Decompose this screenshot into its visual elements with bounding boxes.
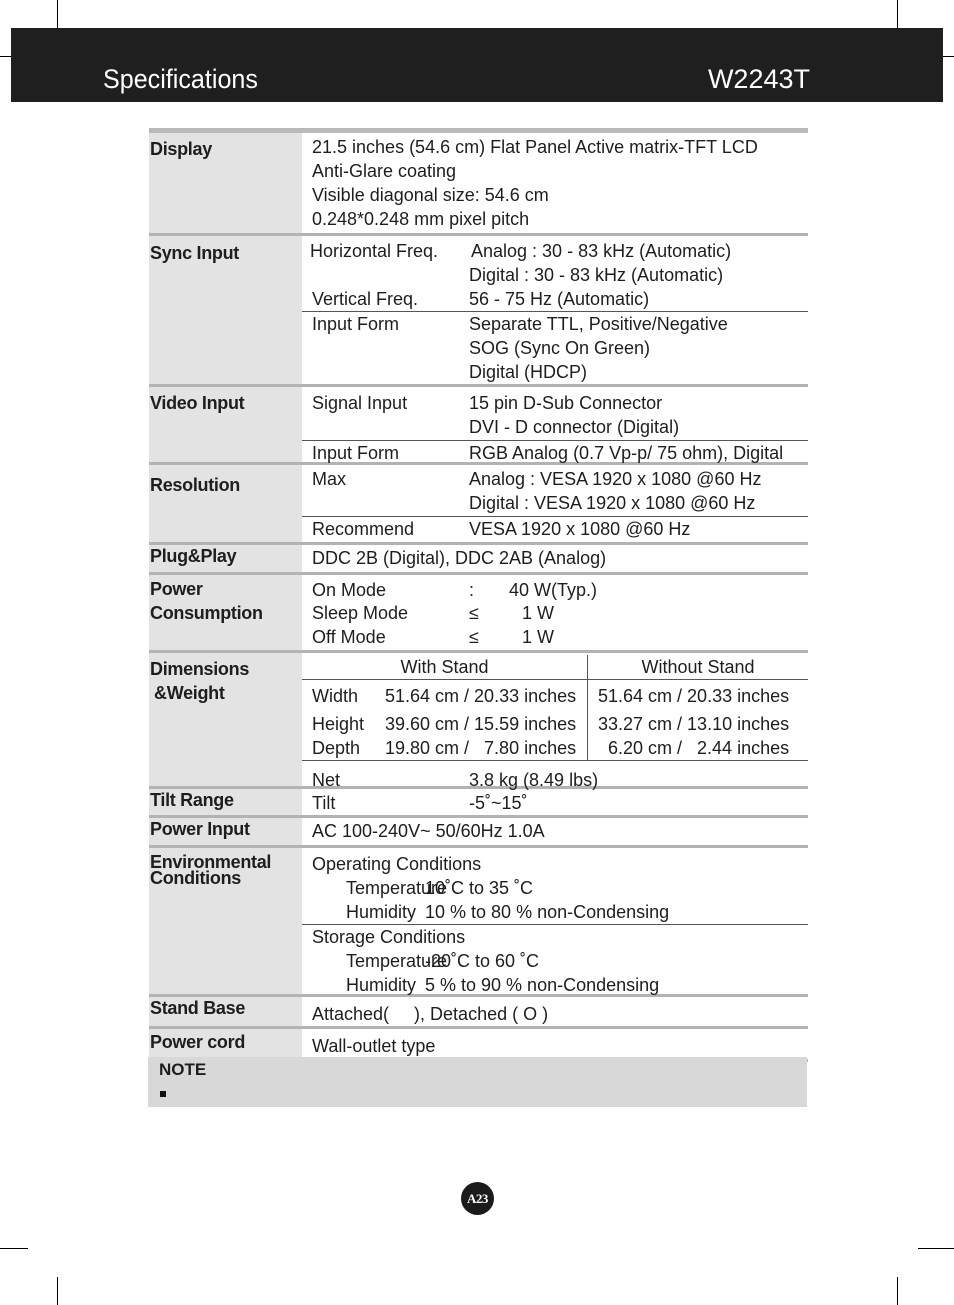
power-label-line: Consumption <box>150 603 263 623</box>
net-weight-value: 3.8 kg (8.49 lbs) <box>469 770 599 790</box>
operating-humidity-value: 10 % to 80 % non-Condensing <box>425 902 670 922</box>
display-values <box>302 133 808 233</box>
storage-humidity-value: 5 % to 90 % non-Condensing <box>425 975 660 995</box>
environmental-label <box>149 848 302 994</box>
sync-input-form-value: Digital (HDCP) <box>469 362 588 382</box>
operating-humidity-label: Humidity <box>346 902 417 922</box>
sync-label: Sync Input <box>149 236 302 384</box>
power-mode-operator: ≤ <box>469 603 479 623</box>
horizontal-freq-label: Horizontal Freq. <box>310 241 439 261</box>
power-mode-name: Sleep Mode <box>312 603 409 623</box>
sync-input-form-value: Separate TTL, Positive/Negative <box>469 314 728 334</box>
tilt-value: -5˚~15˚ <box>469 793 528 813</box>
section-power-consumption <box>149 575 808 653</box>
power-mode-name: Off Mode <box>312 627 386 647</box>
power-mode-value: 40 W(Typ.) <box>509 580 598 600</box>
plug-and-play-value: DDC 2B (Digital), DDC 2AB (Analog) <box>312 548 607 568</box>
display-line: 21.5 inches (54.6 cm) Flat Panel Active matrix-TFT LCD <box>312 137 758 157</box>
display-label: Display <box>149 133 302 233</box>
signal-input-value: 15 pin D-Sub Connector <box>469 393 663 413</box>
display-line: Visible diagonal size: 54.6 cm <box>312 185 549 205</box>
dimensions-label-line: Dimensions <box>150 659 250 679</box>
signal-input-value: DVI - D connector (Digital) <box>469 417 680 437</box>
stand-base-label: Stand Base <box>149 997 302 1026</box>
crop-mark <box>57 1277 58 1305</box>
dimension-without-stand: 51.64 cm / 20.33 inches <box>598 686 790 706</box>
power-cord-label: Power cord <box>149 1029 302 1059</box>
storage-humidity-label: Humidity <box>346 975 417 995</box>
storage-temperature-label: Temperature <box>346 951 448 971</box>
storage-conditions-title: Storage Conditions <box>312 927 466 947</box>
dimension-name: Height <box>312 714 365 734</box>
power-input-label: Power Input <box>149 818 302 845</box>
environmental-label-line: Environmental <box>150 852 272 872</box>
section-environmental-conditions <box>149 848 808 997</box>
section-dimensions-weight <box>149 653 808 789</box>
crop-mark <box>897 1277 898 1305</box>
dimension-without-stand: 6.20 cm / 2.44 inches <box>608 738 790 758</box>
with-stand-header: With Stand <box>302 655 588 679</box>
video-values <box>302 387 808 462</box>
section-power-input <box>149 818 808 848</box>
tilt-name: Tilt <box>312 793 336 813</box>
section-sync-input <box>149 236 808 387</box>
video-label: Video Input <box>149 387 302 462</box>
power-cord-value: Wall-outlet type <box>312 1036 436 1056</box>
section-stand-base <box>149 997 808 1029</box>
sync-input-form-label: Input Form <box>312 314 400 334</box>
stand-base-value: Attached( ), Detached ( O ) <box>312 1004 549 1024</box>
crop-mark <box>918 1248 954 1249</box>
model-number: W2243T <box>707 64 810 94</box>
dimension-with-stand: 39.60 cm / 15.59 inches <box>385 714 577 734</box>
recommended-resolution-value: VESA 1920 x 1080 @60 Hz <box>469 519 691 539</box>
dimension-name: Depth <box>312 738 361 758</box>
storage-temperature-value: -20˚C to 60 ˚C <box>425 951 540 971</box>
horizontal-freq-analog: Analog : 30 - 83 kHz (Automatic) <box>471 241 732 261</box>
recommended-resolution-label: Recommend <box>312 519 415 539</box>
section-display <box>149 133 808 236</box>
vertical-freq-value: 56 - 75 Hz (Automatic) <box>469 289 650 309</box>
crop-mark <box>897 0 898 28</box>
section-tilt-range <box>149 789 808 818</box>
vertical-freq-label: Vertical Freq. <box>312 289 419 309</box>
video-input-form-label: Input Form <box>312 443 400 463</box>
crop-mark <box>57 0 58 28</box>
dimension-with-stand: 51.64 cm / 20.33 inches <box>385 686 577 706</box>
note-box <box>148 1057 807 1107</box>
operating-temperature-label: Temperature <box>346 878 448 898</box>
net-weight-label: Net <box>312 770 341 790</box>
power-mode-name: On Mode <box>312 580 387 600</box>
max-resolution-label: Max <box>312 469 347 489</box>
without-stand-header: Without Stand <box>641 657 755 677</box>
tilt-range-label: Tilt Range <box>149 789 302 815</box>
environmental-label-line: Conditions <box>150 868 241 888</box>
section-resolution <box>149 465 808 545</box>
resolution-values <box>302 465 808 542</box>
power-mode-value: 1 W <box>522 627 555 647</box>
bullet-icon <box>160 1091 166 1097</box>
note-title: NOTE <box>159 1060 207 1079</box>
dimensions-header <box>302 653 808 680</box>
signal-input-label: Signal Input <box>312 393 408 413</box>
dimension-without-stand: 33.27 cm / 13.10 inches <box>598 714 790 734</box>
operating-temperature-value: 10˚C to 35 ˚C <box>425 878 534 898</box>
section-video-input <box>149 387 808 465</box>
environmental-values <box>302 848 808 994</box>
power-consumption-label <box>149 575 302 650</box>
crop-mark <box>943 56 954 57</box>
power-consumption-values <box>302 575 808 650</box>
dimension-with-stand: 19.80 cm / 7.80 inches <box>385 738 577 758</box>
plug-and-play-label: Plug&Play <box>149 545 302 572</box>
display-line: Anti-Glare coating <box>312 161 457 181</box>
resolution-label: Resolution <box>149 465 302 542</box>
operating-conditions-title: Operating Conditions <box>312 854 482 874</box>
power-mode-operator: : <box>469 580 475 600</box>
crop-mark <box>0 1248 28 1249</box>
max-resolution-value: Digital : VESA 1920 x 1080 @60 Hz <box>469 493 756 513</box>
power-input-value: AC 100-240V~ 50/60Hz 1.0A <box>312 821 545 841</box>
crop-mark <box>0 56 11 57</box>
specifications-table <box>149 128 808 1062</box>
sync-values <box>302 236 808 384</box>
page-header <box>11 28 943 102</box>
video-input-form-value: RGB Analog (0.7 Vp-p/ 75 ohm), Digital <box>469 443 784 463</box>
display-line: 0.248*0.248 mm pixel pitch <box>312 209 530 229</box>
power-mode-value: 1 W <box>522 603 555 623</box>
page-title: Specifications <box>103 64 258 94</box>
section-plug-and-play <box>149 545 808 575</box>
power-label-line: Power <box>150 579 203 599</box>
dimensions-label <box>149 653 302 786</box>
max-resolution-value: Analog : VESA 1920 x 1080 @60 Hz <box>469 469 762 489</box>
dimension-name: Width <box>312 686 359 706</box>
power-mode-operator: ≤ <box>469 627 479 647</box>
dimensions-label-line: &Weight <box>154 683 225 703</box>
dimensions-values <box>302 653 808 790</box>
horizontal-freq-digital: Digital : 30 - 83 kHz (Automatic) <box>469 265 724 285</box>
page-number-badge: A23 <box>461 1182 494 1215</box>
sync-input-form-value: SOG (Sync On Green) <box>469 338 651 358</box>
